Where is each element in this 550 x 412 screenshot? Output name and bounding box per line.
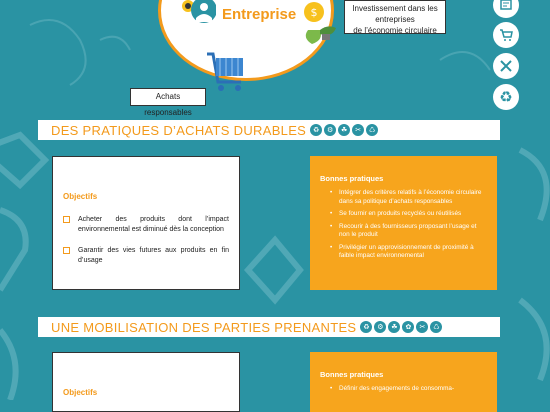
badge-row <box>360 321 442 333</box>
shopping-cart-icon <box>493 22 519 48</box>
bonnes-pratiques-list <box>320 189 487 261</box>
gear-badge-icon: ⚙ <box>324 124 336 136</box>
recycle-badge-icon: ♻ <box>310 124 322 136</box>
recycle-icon: ♻ <box>493 84 519 110</box>
list-item: • Se fournir en produits recyclés ou réutilisés <box>320 210 487 219</box>
objectifs-box <box>52 156 240 290</box>
checkbox-bullet-icon <box>63 216 70 223</box>
recycle-alt-badge-icon: ♺ <box>366 124 378 136</box>
section-header-parties-prenantes <box>38 317 500 337</box>
achats-responsables-label: Achats responsables <box>130 88 206 106</box>
recycle-badge-icon: ♻ <box>360 321 372 333</box>
list-item: • Définir des engagements de consomma- <box>320 385 487 394</box>
investment-label-line1: Investissement dans les entreprises <box>352 4 438 24</box>
bonnes-pratiques-list <box>320 385 487 394</box>
investment-coin-icon <box>298 0 340 46</box>
list-item-text: Garantir des vies futures aux produits en fin d’usage <box>78 247 229 264</box>
bonnes-pratiques-title: Bonnes pratiques <box>320 174 384 183</box>
list-item: • Privilégier un approvisionnement de proximité à faible impact environnemental <box>320 244 487 261</box>
investment-label <box>344 0 446 34</box>
leaf-badge-icon: ☘ <box>338 124 350 136</box>
objectifs-title: Objectifs <box>63 388 98 397</box>
section-title: DES PRATIQUES D’ACHATS DURABLES <box>51 122 307 138</box>
list-item-text: Acheter des produits dont l’impact environnemental est diminué dès la conception <box>78 216 229 233</box>
shopping-cart-icon <box>205 46 247 98</box>
tools-icon <box>493 53 519 79</box>
gear-badge-icon: ⚙ <box>374 321 386 333</box>
objectifs-list <box>63 215 229 266</box>
tools-badge-icon: ✂ <box>416 321 428 333</box>
person-icon <box>180 0 216 30</box>
list-item <box>63 246 229 266</box>
checkbox-bullet-icon <box>63 247 70 254</box>
bonnes-pratiques-title: Bonnes pratiques <box>320 370 384 379</box>
svg-text:$: $ <box>310 6 318 19</box>
leaf-badge-icon: ☘ <box>388 321 400 333</box>
tools-badge-icon: ✂ <box>352 124 364 136</box>
bonnes-pratiques-box <box>310 156 497 290</box>
list-item: • Intégrer des critères relatifs à l’économie circulaire dans sa politique d’achats responsables <box>320 189 487 206</box>
list-item <box>63 215 229 235</box>
recycle-alt-badge-icon: ♺ <box>430 321 442 333</box>
investment-label-line2: de l’économie circulaire <box>353 26 437 35</box>
enterprise-title: Entreprise <box>222 6 297 23</box>
objectifs-title: Objectifs <box>63 192 98 201</box>
badge-row <box>310 124 378 136</box>
list-item: • Recourir à des fournisseurs proposant l’usage et non le produit <box>320 223 487 240</box>
objectifs-box <box>52 352 240 412</box>
bonnes-pratiques-box <box>310 352 497 412</box>
section-header-achats-durables <box>38 120 500 140</box>
section-title: UNE MOBILISATION DES PARTIES PRENANTES <box>51 319 357 335</box>
certificate-icon <box>493 0 519 18</box>
flower-badge-icon: ✿ <box>402 321 414 333</box>
